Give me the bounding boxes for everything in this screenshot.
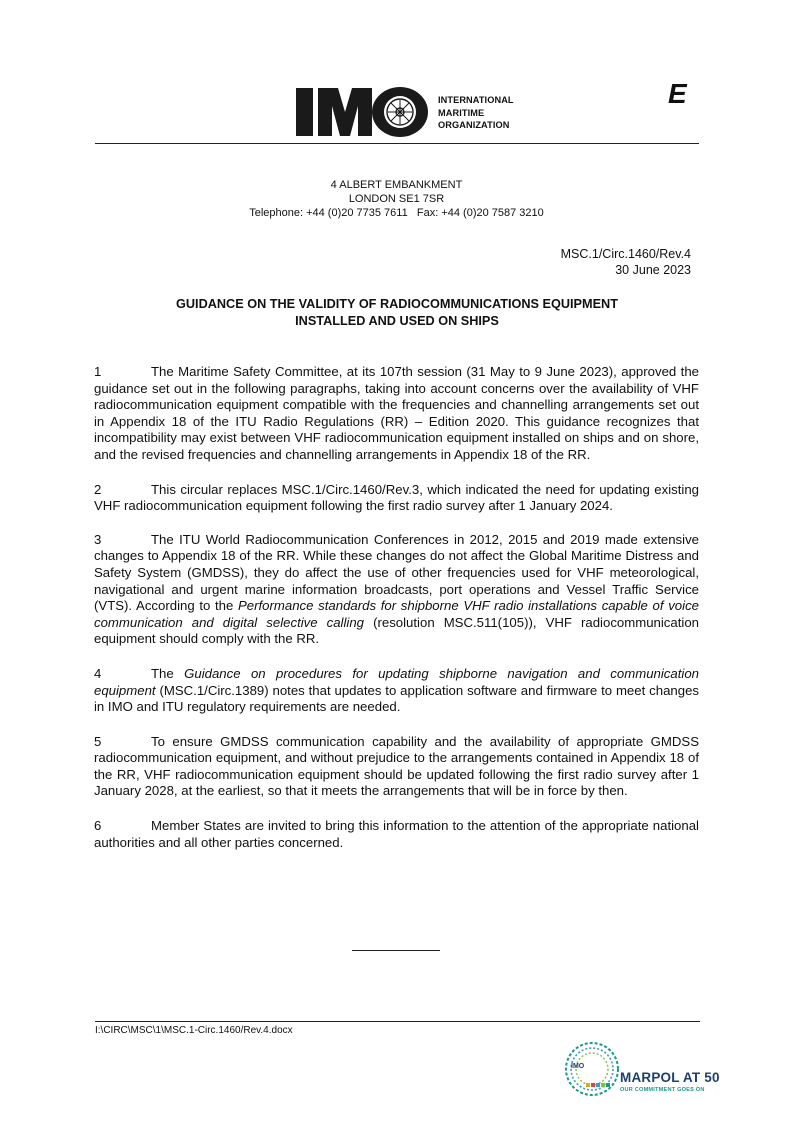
- header-divider: [95, 143, 699, 144]
- paragraph-number: 2: [94, 481, 102, 497]
- footer-divider: [95, 1021, 700, 1022]
- org-name-line: MARITIME: [438, 107, 485, 118]
- document-title: [95, 296, 699, 329]
- paragraph-text: The: [151, 665, 185, 681]
- paragraph-number: 6: [94, 818, 102, 834]
- imo-logo: [294, 86, 430, 138]
- guidance-title: Guidance on procedures for updating shipborne navigation and communication equipment: [94, 665, 699, 698]
- document-reference: [561, 246, 691, 278]
- badge-title: MARPOL AT 50: [620, 1070, 720, 1085]
- address-block: [0, 178, 793, 220]
- resolution-title: Performance standards for shipborne VHF radio installations capable of voice communication and digital selective calling: [94, 598, 699, 630]
- title-line: GUIDANCE ON THE VALIDITY OF RADIOCOMMUNICATIONS EQUIPMENT: [176, 297, 618, 311]
- paragraph: [94, 482, 699, 515]
- document-number: MSC.1/Circ.1460/Rev.4: [560, 247, 691, 261]
- organization-name: [438, 94, 514, 132]
- file-path: I:\CIRC\MSC\1\MSC.1-Circ.1460/Rev.4.docx: [95, 1025, 293, 1036]
- paragraph: [94, 734, 699, 800]
- paragraph-text: To ensure GMDSS communication capability and the availability of appropriate GMDSS radiocommunication equipment, and without prejudice to the arrangements contained in Appendix 18 of the RR, VHF radiocommunication equipment should be updated following the first radio survey after 1 January 2028, at the earliest, so that it meets the arrangements that will be in force by then.: [94, 733, 699, 799]
- paragraph: [94, 364, 699, 464]
- paragraph-text: (MSC.1/Circ.1389) notes that updates to application software and firmware to meet changes in IMO and ITU regulatory requirements are needed.: [94, 682, 699, 715]
- body-text: [94, 364, 699, 869]
- paragraph-text: This circular replaces MSC.1/Circ.1460/Rev.3, which indicated the need for updating existing VHF radiocommunication equipment following the first radio survey after 1 January 2024.: [94, 481, 699, 514]
- paragraph-text: (resolution MSC.511(105)), VHF radiocommunication equipment should comply with the RR.: [94, 614, 700, 647]
- paragraph-text: Member States are invited to bring this information to the attention of the appropriate national authorities and all other parties concerned.: [94, 818, 699, 850]
- contact-line: Telephone: +44 (0)20 7735 7611 Fax: +44 (0)20 7587 3210: [249, 207, 544, 219]
- paragraph-number: 1: [94, 364, 102, 379]
- address-line: LONDON SE1 7SR: [348, 193, 445, 205]
- language-indicator: E: [668, 78, 687, 109]
- paragraph: [94, 532, 699, 648]
- org-name-line: INTERNATIONAL: [438, 95, 514, 105]
- document-date: 30 June 2023: [615, 263, 691, 277]
- paragraph-text: The ITU World Radiocommunication Conferences in 2012, 2015 and 2019 made extensive changes to Appendix 18 of the RR. While these changes do not affect the Global Maritime Distress and Safety System (GMDSS), they do affect the use of other frequencies used for VHF meteorological, navigational and urgent marine information broadcasts, port operations and Vessel Traffic Service (VTS). According to the: [94, 531, 699, 614]
- paragraph-text: The Maritime Safety Committee, at its 107th session (31 May to 9 June 2023), approved the guidance set out in the following paragraphs, taking into account concerns over the availability of VHF radiocommunication equipment compatible with the frequencies and channelling arrangements set out in Appendix 18 of the ITU Radio Regulations (RR) – Edition 2020. This guidance recognizes that incompatibility may exist between VHF radiocommunication equipment installed on ships and on shore, and the revised frequencies and channelling arrangements in Appendix 18 of the RR.: [94, 364, 699, 462]
- paragraph-number: 3: [94, 531, 102, 547]
- title-line: INSTALLED AND USED ON SHIPS: [295, 313, 499, 328]
- org-name-line: ORGANIZATION: [438, 120, 510, 130]
- end-of-document-rule: [352, 950, 440, 951]
- address-line: 4 ALBERT EMBANKMENT: [330, 179, 463, 191]
- paragraph: [94, 818, 699, 851]
- paragraph: [94, 666, 699, 716]
- badge-imo-text: IMO: [571, 1063, 585, 1070]
- paragraph-number: 4: [94, 665, 102, 681]
- badge-subtitle: OUR COMMITMENT GOES ON: [620, 1087, 705, 1093]
- paragraph-number: 5: [94, 733, 102, 749]
